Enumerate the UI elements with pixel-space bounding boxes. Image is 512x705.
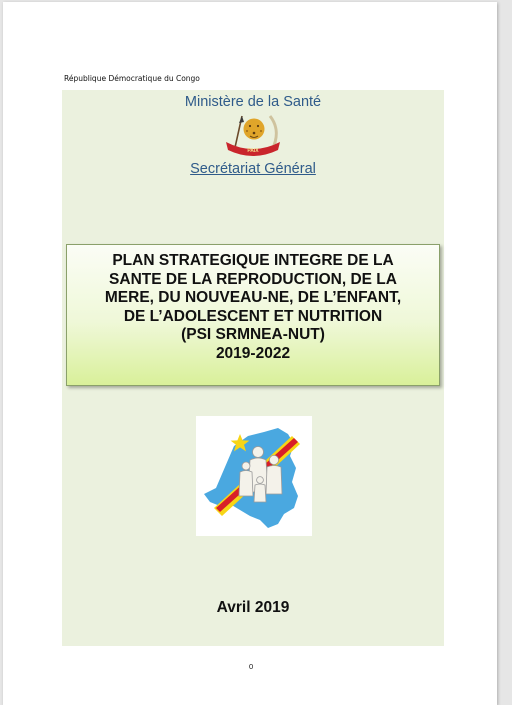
plan-title-acronym: (PSI SRMNEA-NUT) bbox=[181, 326, 325, 343]
ministry-title: Ministère de la Santé bbox=[184, 94, 322, 110]
drc-map-family-logo bbox=[196, 416, 312, 536]
document-page bbox=[3, 2, 497, 705]
plan-title-line: SANTE DE LA REPRODUCTION, DE LA bbox=[109, 270, 397, 288]
plan-title-line: DE L’ADOLESCENT ET NUTRITION bbox=[123, 307, 383, 325]
country-name: République Démocratique du Congo bbox=[64, 74, 200, 83]
cover-panel bbox=[62, 90, 444, 646]
plan-title-line: PLAN STRATEGIQUE INTEGRE DE LA bbox=[112, 252, 394, 269]
plan-title-years: 2019-2022 bbox=[215, 344, 291, 362]
page-number: 0 bbox=[249, 662, 254, 671]
svg-text:PAIX: PAIX bbox=[247, 148, 259, 154]
plan-title-box bbox=[66, 244, 440, 386]
publication-date: Avril 2019 bbox=[216, 599, 290, 616]
drc-coat-of-arms-icon bbox=[220, 112, 286, 158]
secretariat-title: Secrétariat Général bbox=[190, 161, 316, 177]
plan-title-line: MERE, DU NOUVEAU-NE, DE L’ENFANT, bbox=[104, 289, 402, 306]
